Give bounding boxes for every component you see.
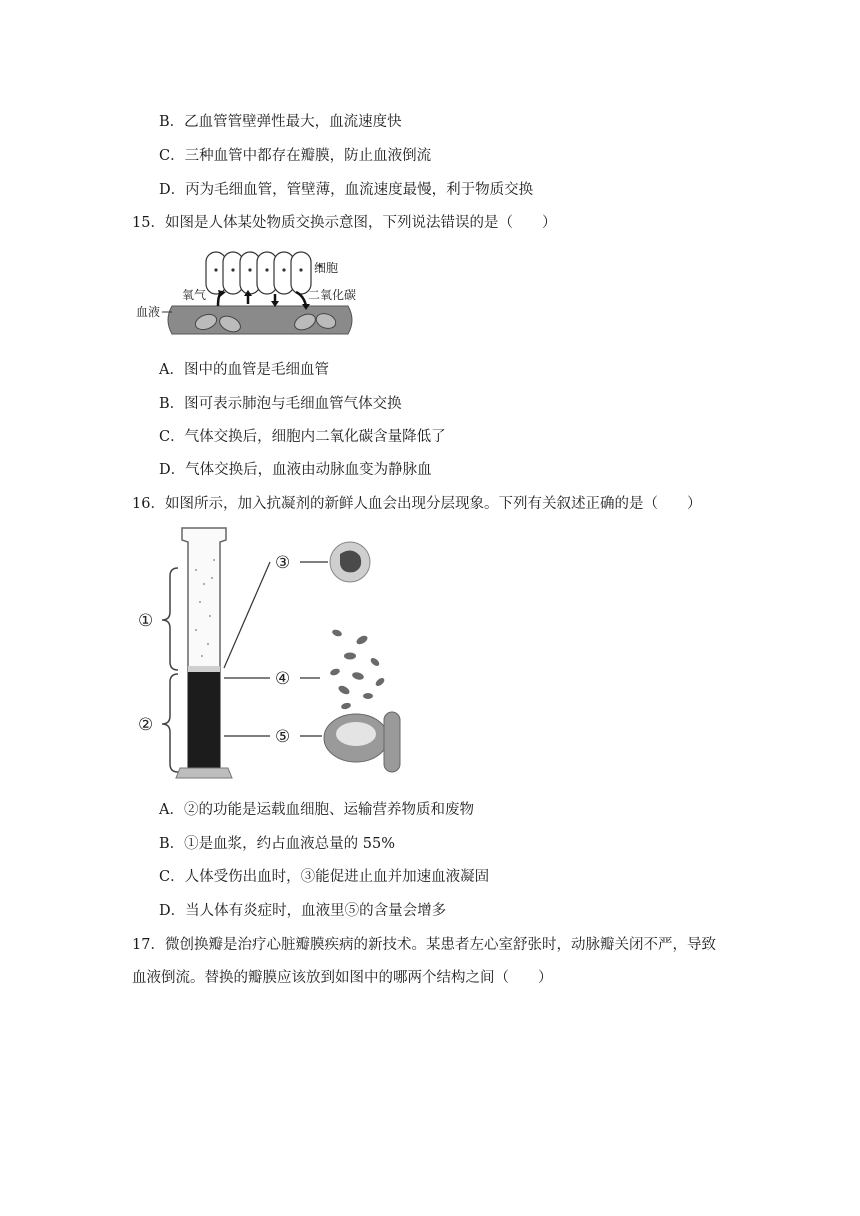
blood-label: 血液 xyxy=(136,305,161,319)
label-3: ③ xyxy=(275,553,291,573)
q16-stem: 16．如图所示，加入抗凝剂的新鲜人血会出现分层现象。下列有关叙述正确的是（ ） xyxy=(132,496,702,512)
q16-option-d: D．当人体有炎症时，血液里⑤的含量会增多 xyxy=(159,903,447,919)
q16-option-b: B．①是血浆，约占血液总量的 55% xyxy=(159,836,395,852)
capillary-vessel xyxy=(168,306,352,335)
label-2: ② xyxy=(138,715,154,735)
q14-option-b: B．乙血管管壁弹性最大，血流速度快 xyxy=(159,114,402,130)
oxygen-label: 氧气 xyxy=(182,288,207,302)
blood-layers-figure xyxy=(130,520,420,785)
q15-option-d: D．气体交换后，血液由动脉血变为静脉血 xyxy=(159,462,432,478)
test-tube xyxy=(176,528,232,778)
q14-option-c: C．三种血管中都存在瓣膜，防止血液倒流 xyxy=(159,148,432,164)
q15-stem: 15．如图是人体某处物质交换示意图，下列说法错误的是（ ） xyxy=(132,215,557,231)
cells-label: 细胞 xyxy=(314,261,339,275)
q15-option-b: B．图可表示肺泡与毛细血管气体交换 xyxy=(159,396,402,412)
q17-stem-line1: 17．微创换瓣是治疗心脏瓣膜疾病的新技术。某患者左心室舒张时，动脉瓣关闭不严，导致 xyxy=(132,937,716,953)
q16-option-c: C．人体受伤出血时，③能促进止血并加速血液凝固 xyxy=(159,869,490,885)
tissue-cells xyxy=(206,252,311,294)
platelets-icon xyxy=(329,628,385,710)
q14-option-d: D．丙为毛细血管，管壁薄，血流速度最慢，利于物质交换 xyxy=(159,182,534,198)
label-1: ① xyxy=(138,611,154,631)
q15-option-c: C．气体交换后，细胞内二氧化碳含量降低了 xyxy=(159,429,446,445)
q17-stem-line2: 血液倒流。替换的瓣膜应该放到如图中的哪两个结构之间（ ） xyxy=(132,970,553,986)
gas-exchange-figure xyxy=(130,244,390,344)
q16-option-a: A．②的功能是运载血细胞、运输营养物质和废物 xyxy=(159,802,474,818)
white-blood-cell-icon xyxy=(330,542,370,582)
label-5: ⑤ xyxy=(275,727,291,747)
q15-option-a: A．图中的血管是毛细血管 xyxy=(159,362,329,378)
red-blood-cells-icon xyxy=(324,712,400,772)
co2-label: 二氧化碳 xyxy=(308,288,357,302)
label-4: ④ xyxy=(275,669,291,689)
